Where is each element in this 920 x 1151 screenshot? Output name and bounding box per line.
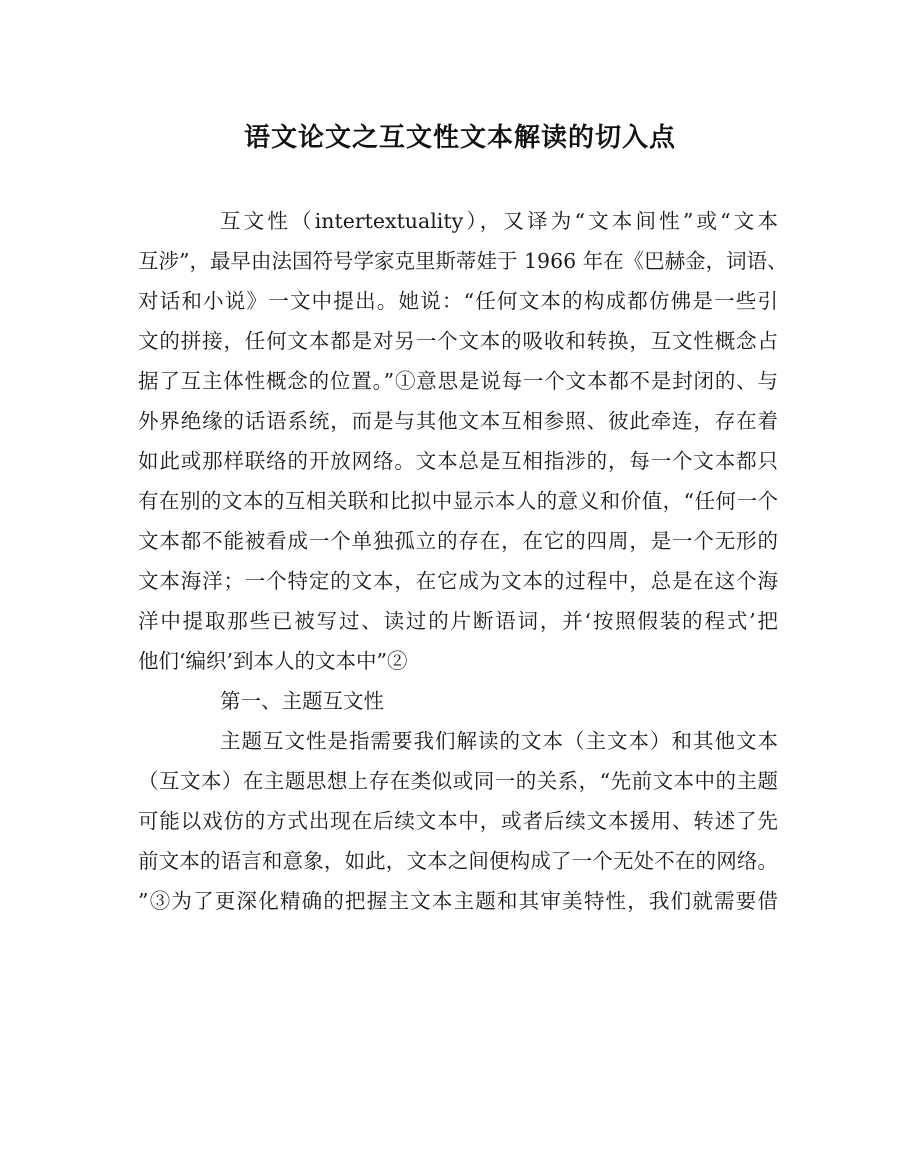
paragraph-line: 文本海洋；一个特定的文本，在它成为文本的过程中，总是在这个海 (138, 569, 778, 593)
document-title: 语文论文之互文性文本解读的切入点 (243, 123, 676, 153)
paragraph-line: 如此或那样联络的开放网络。文本总是互相指涉的，每一个文本都只 (138, 449, 778, 473)
paragraph-line: 主题互文性是指需要我们解读的文本（主文本）和其他文本 (220, 729, 778, 753)
document-body (138, 201, 788, 921)
paragraph-line: 他们‘编织’到本人的文本中”② (138, 649, 408, 673)
paragraph-line: 据了互主体性概念的位置。”①意思是说每一个文本都不是封闭的、与 (138, 369, 778, 393)
paragraph-line: 有在别的文本的互相关联和比拟中显示本人的意义和价值，“任何一个 (138, 489, 778, 513)
paragraph-line: 互涉”，最早由法国符号学家克里斯蒂娃于 1966 年在《巴赫金，词语、 (138, 249, 788, 273)
paragraph-line: 外界绝缘的话语系统，而是与其他文本互相参照、彼此牵连，存在着 (138, 409, 778, 433)
section-heading: 第一、主题互文性 (220, 689, 384, 713)
paragraph-line: 文本都不能被看成一个单独孤立的存在，在它的四周，是一个无形的 (138, 529, 778, 553)
paragraph-line: 对话和小说》一文中提出。她说：“任何文本的构成都仿佛是一些引 (138, 289, 778, 313)
paragraph-line: （互文本）在主题思想上存在类似或同一的关系，“先前文本中的主题 (138, 769, 778, 793)
paragraph-line: 可能以戏仿的方式出现在后续文本中，或者后续文本援用、转述了先 (138, 809, 778, 833)
paragraph-line: 洋中提取那些已被写过、读过的片断语词，并‘按照假装的程式’把 (138, 609, 778, 633)
paragraph-line: 前文本的语言和意象，如此，文本之间便构成了一个无处不在的网络。 (138, 849, 778, 873)
paragraph-line: 文的拼接，任何文本都是对另一个文本的吸收和转换，互文性概念占 (138, 329, 778, 353)
paragraph-line: ”③为了更深化精确的把握主文本主题和其审美特性，我们就需要借 (138, 889, 778, 913)
paragraph-line: 互文性（intertextuality），又译为“文本间性”或“文本 (220, 209, 778, 233)
